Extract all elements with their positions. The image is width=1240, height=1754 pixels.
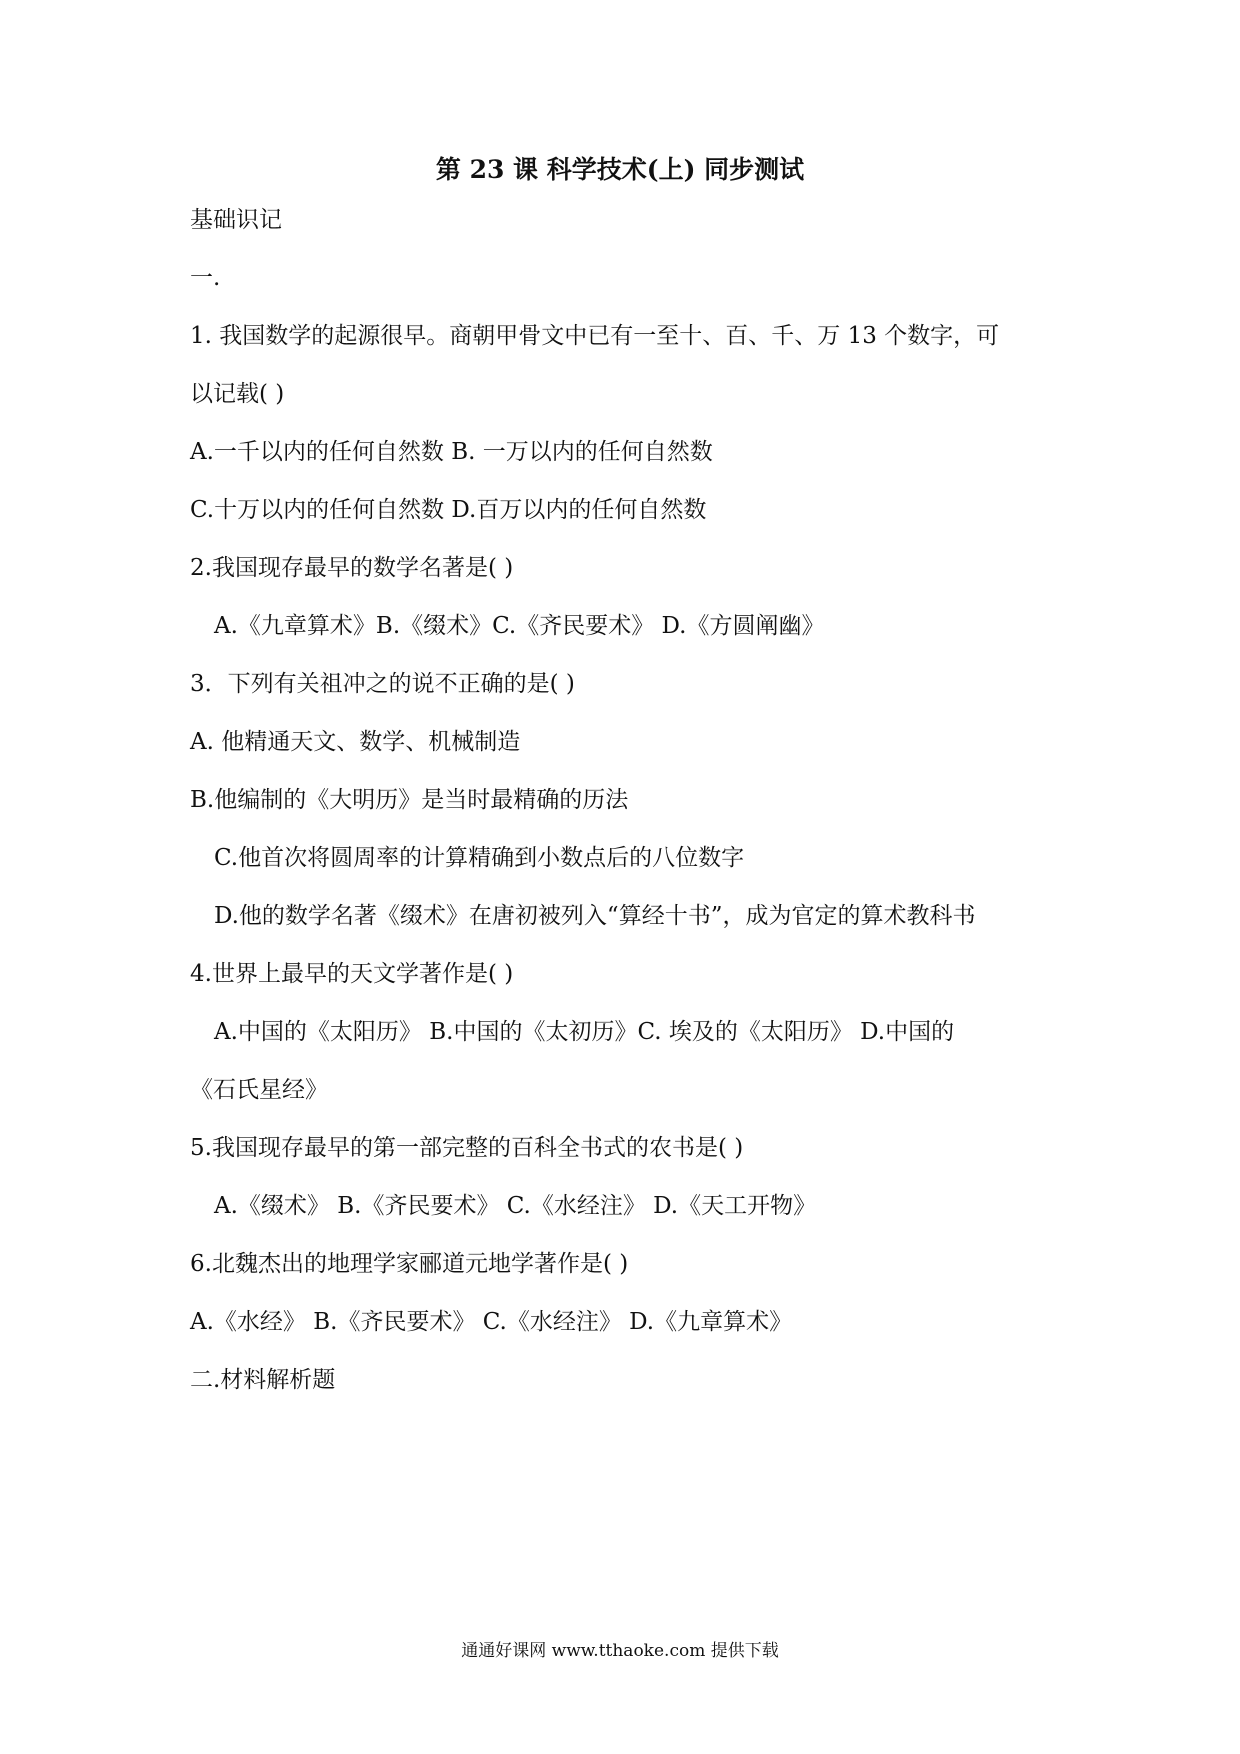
question-1-stem-line1: 1. 我国数学的起源很早。商朝甲骨文中已有一至十、百、千、万 13 个数字，可 <box>190 323 1000 349</box>
page-footer: 通通好课网 www.tthaoke.com 提供下载 <box>461 1641 779 1661</box>
question-3-stem: 3．下列有关祖冲之的说不正确的是( ) <box>190 671 575 697</box>
question-2-stem: 2.我国现存最早的数学名著是( ) <box>190 555 514 581</box>
question-2-options: A.《九章算术》B.《缀术》C.《齐民要术》 D.《方圆阐幽》 <box>214 613 825 639</box>
question-6-options: A.《水经》 B.《齐民要术》 C.《水经注》 D.《九章算术》 <box>190 1309 793 1335</box>
question-1-options-cd: C.十万以内的任何自然数 D.百万以内的任何自然数 <box>190 497 707 523</box>
page-title: 第 23 课 科学技术(上) 同步测试 <box>435 155 805 184</box>
question-5-options: A.《缀术》 B.《齐民要术》 C.《水经注》 D.《天工开物》 <box>214 1193 817 1219</box>
part-one-heading: 一. <box>190 265 221 291</box>
question-1-options-ab: A.一千以内的任何自然数 B. 一万以内的任何自然数 <box>190 439 713 465</box>
question-3-option-b: B.他编制的《大明历》是当时最精确的历法 <box>190 787 629 813</box>
question-4-options-line1: A.中国的《太阳历》 B.中国的《太初历》C. 埃及的《太阳历》 D.中国的 <box>214 1019 955 1045</box>
question-3-option-d: D.他的数学名著《缀术》在唐初被列入“算经十书”，成为官定的算术教科书 <box>214 903 976 929</box>
section-heading-basic: 基础识记 <box>190 207 282 233</box>
part-two-heading: 二.材料解析题 <box>190 1367 336 1393</box>
question-4-stem: 4.世界上最早的天文学著作是( ) <box>190 961 514 987</box>
question-3-option-a: A. 他精通天文、数学、机械制造 <box>190 729 521 755</box>
question-4-options-line2: 《石氏星经》 <box>190 1077 328 1103</box>
question-6-stem: 6.北魏杰出的地理学家郦道元地学著作是( ) <box>190 1251 629 1277</box>
question-1-stem-line2: 以记载( ) <box>190 381 285 407</box>
question-5-stem: 5.我国现存最早的第一部完整的百科全书式的农书是( ) <box>190 1135 744 1161</box>
question-3-option-c: C.他首次将圆周率的计算精确到小数点后的八位数字 <box>214 845 745 871</box>
